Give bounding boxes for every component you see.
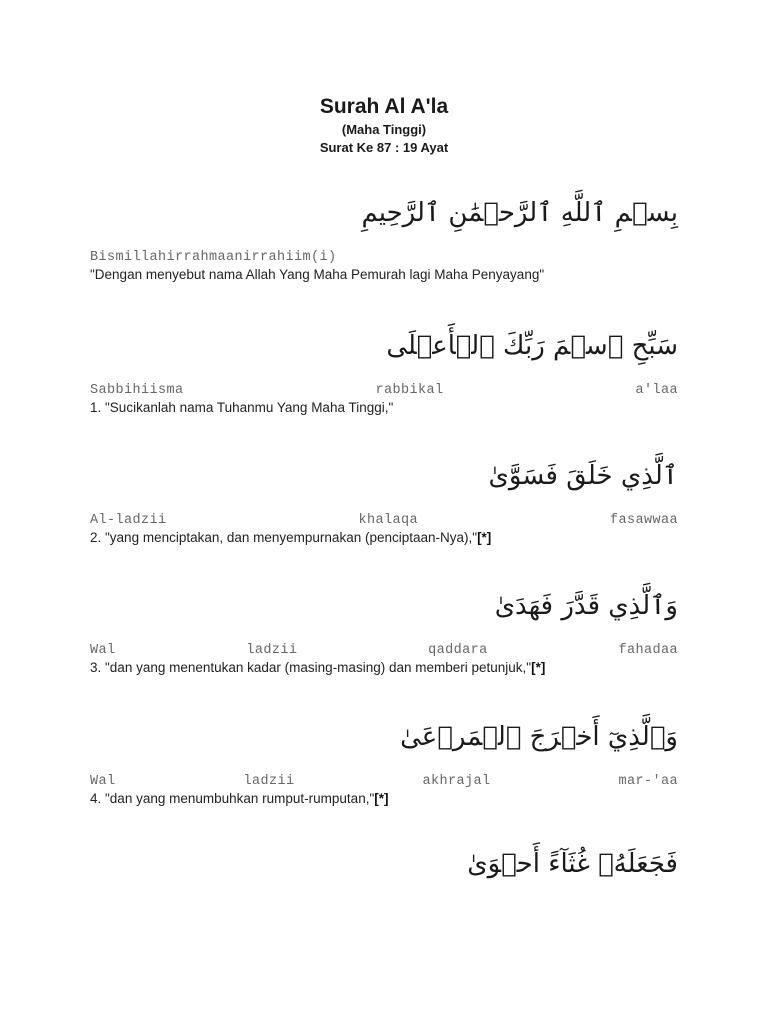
verse-arabic: وَٱلَّذِيٓ أَخۡرَجَ ٱلۡمَرۡعَىٰ <box>400 722 678 752</box>
verse-arabic: ٱلَّذِي خَلَقَ فَسَوَّىٰ <box>488 461 678 491</box>
latin-word: Wal <box>90 774 116 789</box>
translation-text: 3. "dan yang menentukan kadar (masing-masing) dan memberi petunjuk," <box>90 660 532 675</box>
footnote-link[interactable]: [*] <box>477 530 492 545</box>
basmalah-translation: "Dengan menyebut nama Allah Yang Maha Pemurah lagi Maha Penyayang" <box>90 267 545 282</box>
surah-meaning: (Maha Tinggi) <box>341 122 427 137</box>
verse-latin <box>90 642 678 659</box>
basmalah-arabic: بِسۡمِ ٱللَّهِ ٱلرَّحۡمَٰنِ ٱلرَّحِيمِ <box>361 198 678 228</box>
verse-block-5 <box>90 844 678 884</box>
verse-latin <box>90 773 678 790</box>
latin-word: Sabbihiisma <box>90 383 184 398</box>
verse-latin <box>90 382 678 399</box>
page-title: Surah Al A'la <box>319 95 449 118</box>
latin-word: khalaqa <box>358 513 418 528</box>
latin-word: akhrajal <box>422 774 491 789</box>
latin-word: fahadaa <box>618 643 678 658</box>
latin-word: ladzii <box>246 643 298 658</box>
latin-word: Wal <box>90 643 116 658</box>
verse-arabic: سَبِّحِ ٱسۡمَ رَبِّكَ ٱلۡأَعۡلَى <box>386 331 678 361</box>
basmalah-block <box>90 193 678 283</box>
latin-word: ladzii <box>243 774 295 789</box>
verse-translation <box>90 529 678 546</box>
verse-block-2 <box>90 456 678 546</box>
verse-arabic: فَجَعَلَهُۥ غُثَآءً أَحۡوَىٰ <box>467 849 678 879</box>
verse-block-3 <box>90 586 678 676</box>
verse-translation <box>90 659 678 676</box>
latin-word: rabbikal <box>375 383 444 398</box>
translation-text: 2. "yang menciptakan, dan menyempurnakan (penciptaan-Nya)," <box>90 530 478 545</box>
footnote-link[interactable]: [*] <box>531 660 546 675</box>
verse-arabic: وَٱلَّذِي قَدَّرَ فَهَدَىٰ <box>494 591 678 621</box>
verse-block-1 <box>90 326 678 416</box>
latin-word: a'laa <box>635 383 678 398</box>
latin-word: qaddara <box>428 643 488 658</box>
surah-info: Surat Ke 87 : 19 Ayat <box>319 140 449 155</box>
verse-block-4 <box>90 717 678 807</box>
verse-translation <box>90 399 678 416</box>
latin-word: Al-ladzii <box>90 513 167 528</box>
surah-header <box>0 93 768 157</box>
verse-translation <box>90 790 678 807</box>
latin-word: fasawwaa <box>609 513 678 528</box>
verse-latin <box>90 512 678 529</box>
footnote-link[interactable]: [*] <box>374 791 389 806</box>
translation-text: 1. "Sucikanlah nama Tuhanmu Yang Maha Tinggi," <box>90 400 394 415</box>
basmalah-latin: Bismillahirrahmaanirrahiim(i) <box>90 250 337 265</box>
translation-text: 4. "dan yang menumbuhkan rumput-rumputan," <box>90 791 375 806</box>
latin-word: mar-'aa <box>618 774 678 789</box>
